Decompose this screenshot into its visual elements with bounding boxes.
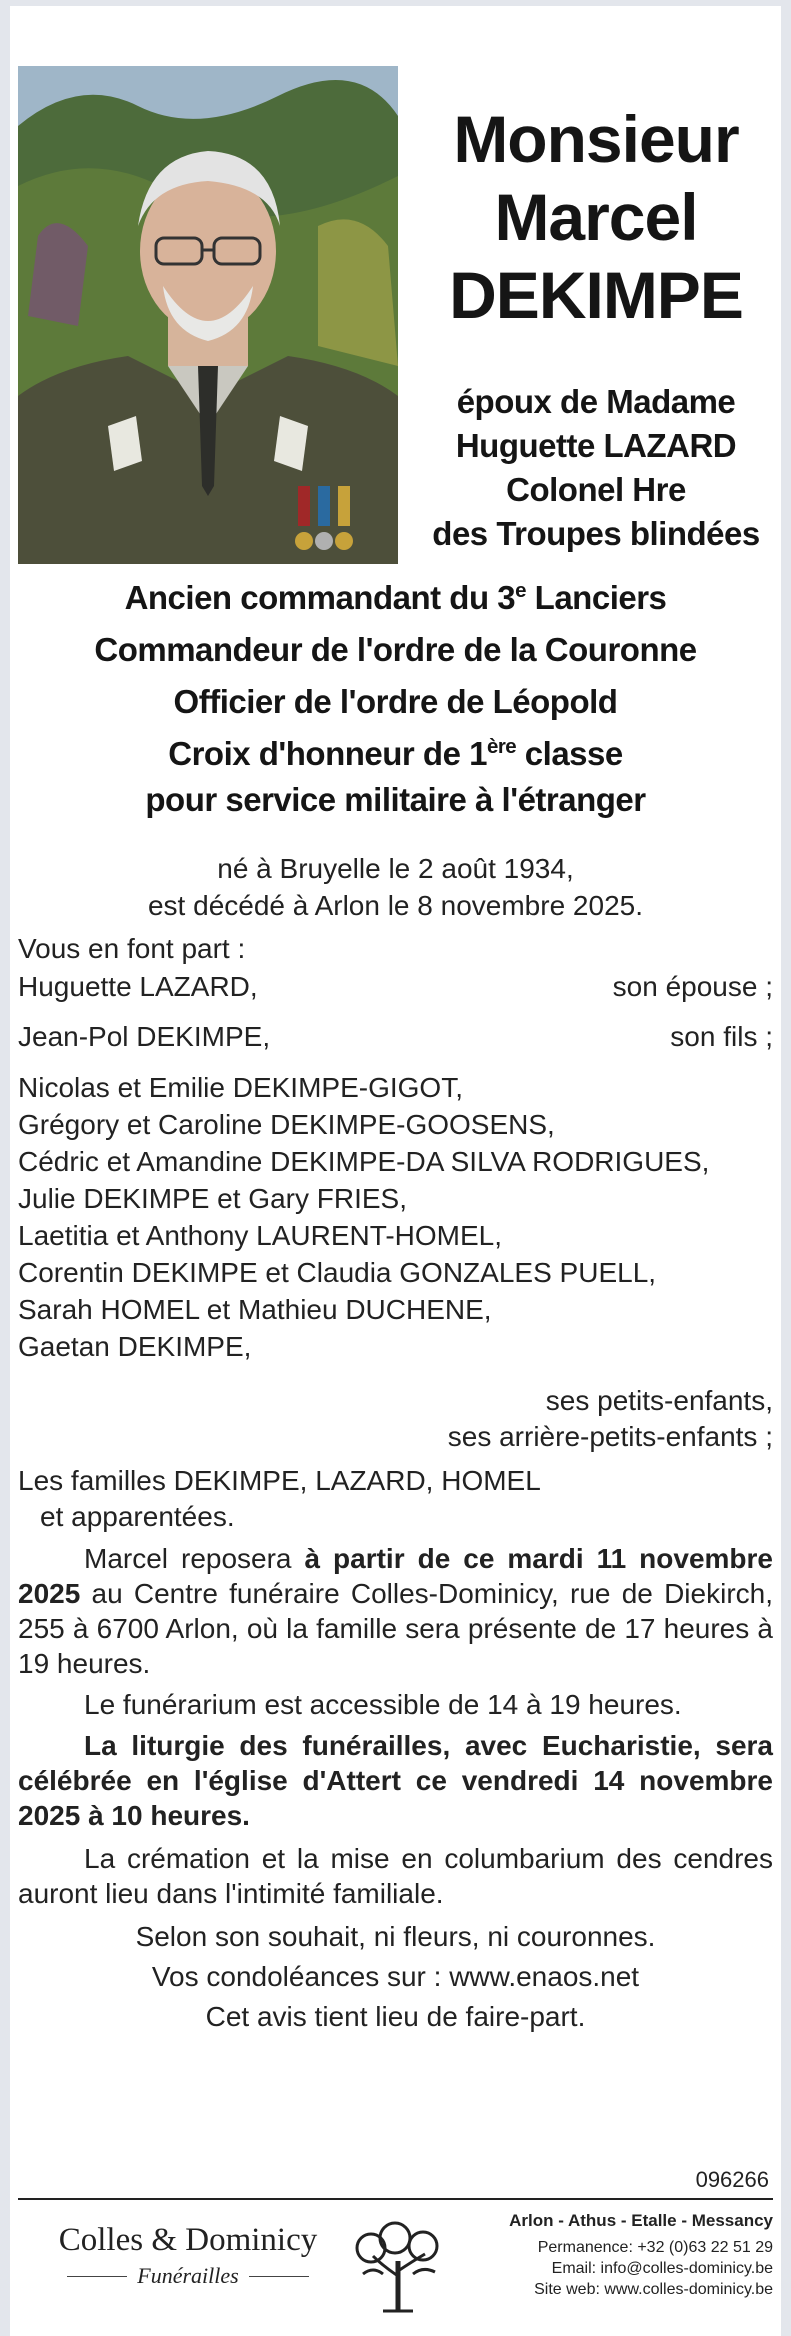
list-item: Cédric et Amandine DEKIMPE-DA SILVA RODRIGUES, [18,1146,710,1177]
contact-phone: Permanence: +32 (0)63 22 51 29 [537,2239,773,2256]
list-item: Julie DEKIMPE et Gary FRIES, [18,1183,407,1214]
list-item: Nicolas et Emilie DEKIMPE-GIGOT, [18,1072,463,1103]
list-item: Grégory et Caroline DEKIMPE-GOOSENS, [18,1109,555,1140]
list-item: Laetitia et Anthony LAURENT-HOMEL, [18,1220,502,1251]
family-row-wife: Huguette LAZARD, son épouse ; [18,971,773,1002]
honours-block [20,572,771,820]
funeral-home-footer [18,2204,773,2324]
birth-death-dates [20,850,771,924]
funeral-home-logo [38,2222,338,2289]
death-line: est décédé à Arlon le 8 novembre 2025. [147,890,643,921]
info-liturgy: La liturgie des funérailles, avec Eucharistie, sera célébrée en l'église d'Attert ce vendredi 14 novembre 2025 à 10 heures. [18,1730,773,1831]
footer-divider [18,2198,773,2200]
reference-number: 096266 [695,2167,769,2192]
birth-line: né à Bruyelle le 2 août 1934, [217,853,574,884]
honour-commander: Ancien commandant du 3e Lanciers [124,579,667,616]
intro-line: Vous en font part : [18,933,246,964]
info-condolences: Vos condoléances sur : www.enaos.net [151,1961,640,1992]
name-last: DEKIMPE [449,258,743,332]
deceased-name [410,100,782,334]
family-row-son: Jean-Pol DEKIMPE, son fils ; [18,1021,773,1052]
honour-cross: Croix d'honneur de 1ère classe [168,735,623,772]
branch-cities: Arlon - Athus - Etalle - Messancy [509,2211,773,2230]
spouse-line-1: époux de Madame [456,383,736,420]
rank-line-1: Colonel Hre [506,471,686,508]
info-cremation: La crémation et la mise en columbarium des cendres auront lieu dans l'intimité familiale. [18,1843,773,1909]
tree-icon [343,2216,453,2316]
name-title: Monsieur [453,102,739,176]
spouse-line-2: Huguette LAZARD [455,427,737,464]
list-item: Corentin DEKIMPE et Claudia GONZALES PUELL, [18,1257,657,1288]
honour-cross-detail: pour service militaire à l'étranger [145,781,646,818]
honour-leopold: Officier de l'ordre de Léopold [173,683,618,720]
contact-details [453,2210,773,2300]
notice-body [18,930,773,2037]
info-hours: Le funérarium est accessible de 14 à 19 heures. [84,1689,682,1720]
info-notice: Cet avis tient lieu de faire-part. [205,2001,586,2032]
name-first: Marcel [494,180,698,254]
list-item: Sarah HOMEL et Mathieu DUCHENE, [18,1294,492,1325]
contact-website: Site web: www.colles-dominicy.be [534,2281,773,2298]
info-flowers: Selon son souhait, ni fleurs, ni couronnes. [135,1921,656,1952]
honour-crown: Commandeur de l'ordre de la Couronne [94,631,697,668]
brand-name: Colles & Dominicy [58,2222,318,2258]
grandchildren-relation: ses petits-enfants, ses arrière-petits-enfants ; [447,1385,773,1452]
contact-email: Email: info@colles-dominicy.be [551,2260,773,2277]
spouse-rank-block [410,380,782,556]
rank-line-2: des Troupes blindées [432,515,760,552]
families-line: Les familles DEKIMPE, LAZARD, HOMEL et apparentées. [18,1465,541,1532]
grandchildren-list [18,1069,773,1365]
portrait-photo [18,66,398,564]
info-viewing: Marcel reposera à partir de ce mardi 11 novembre 2025 au Centre funéraire Colles-Dominicy, rue de Diekirch, 255 à 6700 Arlon, où la famille sera présente de 17 heures à 19 heures. [18,1543,773,1679]
list-item: Gaetan DEKIMPE, [18,1331,252,1362]
brand-subtitle: Funérailles [137,2263,239,2288]
